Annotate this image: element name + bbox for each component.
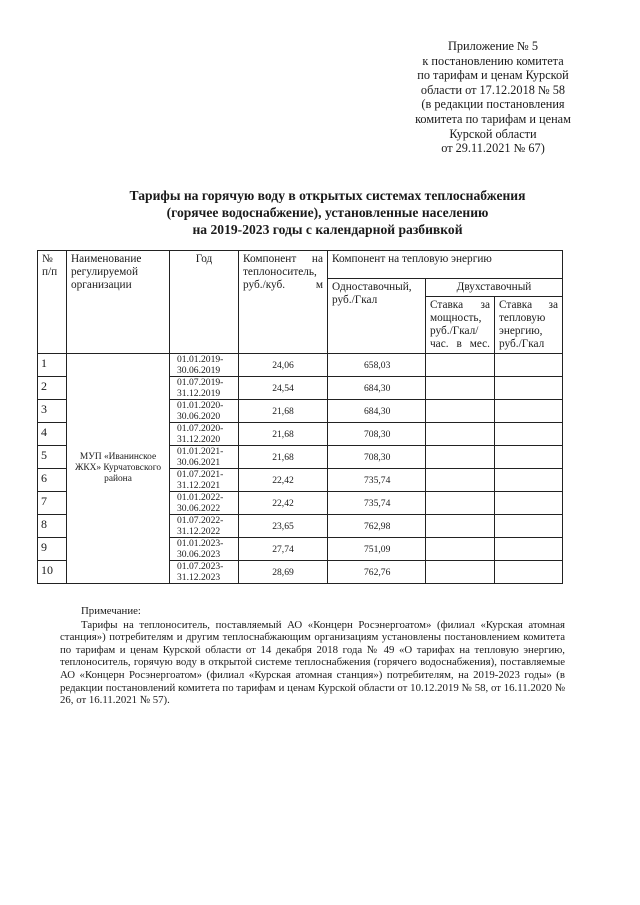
header-num: № п/п bbox=[38, 251, 67, 354]
period-to: 30.06.2019 bbox=[177, 364, 221, 376]
period-from: 01.07.2021- bbox=[177, 469, 224, 480]
document-title bbox=[70, 187, 585, 238]
period-cell bbox=[170, 354, 239, 377]
period-from: 01.07.2023- bbox=[177, 561, 224, 572]
period-cell bbox=[170, 446, 239, 469]
single-rate-value: 735,74 bbox=[328, 469, 426, 492]
row-number: 8 bbox=[38, 515, 67, 538]
header-single-rate: Одноставочный, руб./Гкал bbox=[328, 279, 426, 354]
capacity-rate-value bbox=[426, 446, 495, 469]
energy-rate-value bbox=[495, 446, 563, 469]
period-from: 01.07.2020- bbox=[177, 423, 224, 434]
energy-rate-value bbox=[495, 400, 563, 423]
period-to: 30.06.2021 bbox=[177, 456, 221, 468]
carrier-value: 21,68 bbox=[239, 400, 328, 423]
tariffs-table bbox=[37, 250, 563, 584]
row-number: 10 bbox=[38, 561, 67, 584]
capacity-rate-value bbox=[426, 515, 495, 538]
appendix-line: к постановлению комитета bbox=[422, 53, 564, 68]
carrier-value: 22,42 bbox=[239, 469, 328, 492]
note-block bbox=[60, 605, 565, 707]
appendix-line: комитета по тарифам и ценам bbox=[415, 111, 571, 126]
period-cell bbox=[170, 492, 239, 515]
carrier-value: 24,06 bbox=[239, 354, 328, 377]
energy-rate-value bbox=[495, 561, 563, 584]
appendix-line: области от 17.12.2018 № 58 bbox=[420, 82, 566, 97]
period-to: 31.12.2020 bbox=[177, 433, 221, 445]
capacity-rate-value bbox=[426, 469, 495, 492]
single-rate-value: 762,98 bbox=[328, 515, 426, 538]
header-year: Год bbox=[170, 251, 239, 354]
header-capacity-rate: Ставка за мощность, руб./Гкал/ час. в мес. bbox=[426, 297, 495, 354]
appendix-line: (в редакции постановления bbox=[421, 97, 565, 112]
carrier-value: 28,69 bbox=[239, 561, 328, 584]
period-from: 01.01.2021- bbox=[177, 446, 224, 457]
capacity-rate-value bbox=[426, 377, 495, 400]
capacity-rate-value bbox=[426, 561, 495, 584]
energy-rate-value bbox=[495, 469, 563, 492]
energy-rate-value bbox=[495, 538, 563, 561]
period-cell bbox=[170, 561, 239, 584]
period-cell bbox=[170, 469, 239, 492]
row-number: 9 bbox=[38, 538, 67, 561]
organization-name: МУП «Иванинское ЖКХ» Курчатовского района bbox=[67, 354, 170, 584]
title-line: (горячее водоснабжение), установленные населению bbox=[166, 205, 489, 220]
row-number: 7 bbox=[38, 492, 67, 515]
period-from: 01.01.2019- bbox=[177, 354, 224, 365]
appendix-line: Приложение № 5 bbox=[447, 39, 539, 53]
capacity-rate-value bbox=[426, 400, 495, 423]
carrier-value: 22,42 bbox=[239, 492, 328, 515]
period-cell bbox=[170, 515, 239, 538]
energy-rate-value bbox=[495, 377, 563, 400]
row-number: 4 bbox=[38, 423, 67, 446]
period-to: 30.06.2020 bbox=[177, 410, 221, 422]
period-from: 01.07.2022- bbox=[177, 515, 224, 526]
note-title: Примечание: bbox=[81, 605, 141, 617]
period-to: 30.06.2023 bbox=[177, 548, 221, 560]
header-organization: Наименование регулируемой организации bbox=[67, 251, 170, 354]
period-to: 30.06.2022 bbox=[177, 502, 221, 514]
appendix-line: Курской области bbox=[449, 126, 537, 141]
appendix-block bbox=[395, 39, 591, 156]
appendix-line: от 29.11.2021 № 67) bbox=[441, 141, 545, 156]
header-carrier-component: Компонент на теплоноситель, руб./куб. м bbox=[239, 251, 328, 354]
row-number: 6 bbox=[38, 469, 67, 492]
note-text: Тарифы на теплоноситель, поставляемый АО «Концерн Росэнергоатом» (филиал «Курская атомная станция») потребителям и другим теплоснабжающим организациям установлены постановлением комитета по тарифам и ценам Курской области от 14 декабря 2018 года № 49 «О тарифах на тепловую энергию, теплоноситель, горячую воду в открытой системе теплоснабжения (горячего водоснабжения), поставляемые АО «Концерн Росэнергоатом» (филиал «Курская атомная станция») потребителям, на 2019-2023 годы» (в редакции постановлений комитета по тарифам и ценам Курской области от 10.12.2019 № 58, от 16.11.2020 № 26, от 16.11.2021 № 57). bbox=[60, 618, 565, 707]
period-to: 31.12.2019 bbox=[177, 387, 221, 399]
single-rate-value: 708,30 bbox=[328, 446, 426, 469]
single-rate-value: 684,30 bbox=[328, 377, 426, 400]
title-line: Тарифы на горячую воду в открытых системах теплоснабжения bbox=[129, 188, 526, 203]
capacity-rate-value bbox=[426, 492, 495, 515]
energy-rate-value bbox=[495, 515, 563, 538]
period-cell bbox=[170, 423, 239, 446]
carrier-value: 21,68 bbox=[239, 423, 328, 446]
header-energy-rate: Ставка за тепловую энергию, руб./Гкал bbox=[495, 297, 563, 354]
energy-rate-value bbox=[495, 423, 563, 446]
row-number: 1 bbox=[38, 354, 67, 377]
period-from: 01.01.2023- bbox=[177, 538, 224, 549]
header-double-rate: Двухставочный bbox=[426, 279, 563, 297]
period-to: 31.12.2023 bbox=[177, 571, 221, 583]
capacity-rate-value bbox=[426, 423, 495, 446]
title-line: на 2019-2023 годы с календарной разбивкой bbox=[192, 222, 463, 237]
single-rate-value: 658,03 bbox=[328, 354, 426, 377]
single-rate-value: 751,09 bbox=[328, 538, 426, 561]
energy-rate-value bbox=[495, 492, 563, 515]
carrier-value: 24,54 bbox=[239, 377, 328, 400]
period-cell bbox=[170, 377, 239, 400]
capacity-rate-value bbox=[426, 538, 495, 561]
capacity-rate-value bbox=[426, 354, 495, 377]
row-number: 5 bbox=[38, 446, 67, 469]
single-rate-value: 735,74 bbox=[328, 492, 426, 515]
single-rate-value: 708,30 bbox=[328, 423, 426, 446]
table-row bbox=[38, 354, 563, 377]
period-to: 31.12.2022 bbox=[177, 525, 221, 537]
energy-rate-value bbox=[495, 354, 563, 377]
carrier-value: 21,68 bbox=[239, 446, 328, 469]
row-number: 2 bbox=[38, 377, 67, 400]
period-cell bbox=[170, 538, 239, 561]
period-from: 01.01.2020- bbox=[177, 400, 224, 411]
appendix-line: по тарифам и ценам Курской bbox=[417, 68, 569, 83]
single-rate-value: 762,76 bbox=[328, 561, 426, 584]
header-thermal-component: Компонент на тепловую энергию bbox=[328, 251, 563, 279]
period-from: 01.07.2019- bbox=[177, 377, 224, 388]
period-to: 31.12.2021 bbox=[177, 479, 221, 491]
period-cell bbox=[170, 400, 239, 423]
period-from: 01.01.2022- bbox=[177, 492, 224, 503]
single-rate-value: 684,30 bbox=[328, 400, 426, 423]
row-number: 3 bbox=[38, 400, 67, 423]
carrier-value: 27,74 bbox=[239, 538, 328, 561]
carrier-value: 23,65 bbox=[239, 515, 328, 538]
